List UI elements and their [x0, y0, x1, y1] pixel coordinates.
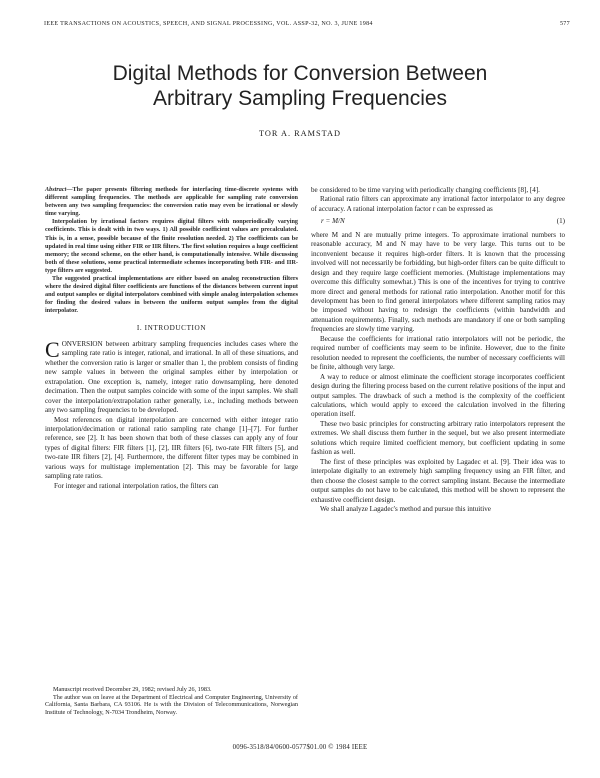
right-paragraph-4: Because the coefficients for irrational ratio interpolators will not be periodic, the required number of coefficients may seem to be infinite. However, due to the finite resolution needed to represent the coefficients, the number of necessary coefficients will be finite, although very large.: [311, 334, 565, 372]
abstract-text-2: Interpolation by irrational factors requires digital filters with nonperiodically varying coefficients. This is dealt with in two ways. 1) All possible coefficient values are precalculated. This is, in a sense, possible because of the finite resolution needed. 2) The coefficients can be updated in real time using either FIR or IIR filters. The first solution requires a huge coefficient memory; the second scheme, on the other hand, is computationally intensive. While discussing both of these solutions, some practical intermediate schemes incorporating both FIR- and IIR-type filters are suggested.: [45, 218, 298, 274]
journal-name: IEEE TRANSACTIONS ON ACOUSTICS, SPEECH, AND SIGNAL PROCESSING, VOL. ASSP-32, NO. 3, JUNE 1984: [44, 21, 373, 27]
right-paragraph-7: The first of these principles was exploited by Lagadec et al. [9]. Their idea was to interpolate digitally to an extremely high sampling frequency using an FIR filter, and then choose the closest sample to the correct sampling instant. Because the intermediate output samples do not have to be calculated, this method will be shown to represent the exhaustive coefficient design.: [311, 457, 565, 504]
right-paragraph-5: A way to reduce or almost eliminate the coefficient storage incorporates coefficient design during the filtering process based on the current relative positions of the input and output samples. The drawback of such a method is the complexity of the coefficient calculations, which would apply to exceed the calculation involved in the filtering operation itself.: [311, 372, 565, 419]
equation-1: [311, 214, 565, 230]
abstract: [45, 186, 298, 316]
right-paragraph-2: Rational ratio filters can approximate any irrational factor interpolator to any degree of accuracy. A rational interpolation factor r can be expressed as: [311, 195, 565, 213]
left-column: [45, 186, 298, 491]
intro-first-word: ONVERSION: [61, 339, 103, 348]
abstract-paragraph: [45, 186, 298, 218]
right-paragraph-1: be considered to be time varying with periodically changing coefficients [8], [4].: [311, 186, 540, 194]
footnote-affiliation: The author was on leave at the Department of Electrical and Computer Engineering, University of California, Santa Barbara, CA 93106. He is with the Division of Telecommunications, Norwegian Institute of Technology, N-7034 Trondheim, Norway.: [45, 693, 298, 716]
title-line-1: Digital Methods for Conversion Between: [112, 62, 488, 85]
right-paragraph-8: We shall analyze Lagadec's method and pursue this intuitive: [320, 504, 491, 513]
abstract-text-1: —The paper presents filtering methods for interfacing time-discrete systems with different sampling frequencies. The methods are applicable for sampling rate conversion between any two sampling frequencies: the conversion ratio may even be irrational or slowly time varying.: [45, 186, 298, 218]
right-column: [311, 186, 565, 514]
paper-title: [0, 62, 600, 111]
right-paragraph-6: These two basic principles for constructing arbitrary ratio interpolators represent the extremes. We shall discuss them further in the sequel, but we also present intermediate solutions which require limited coefficient memory, but coefficient updating in some fashion as well.: [311, 419, 565, 457]
page-number: 577: [559, 21, 570, 27]
author-name: TOR A. RAMSTAD: [258, 129, 342, 138]
intro-text-1: between arbitrary sampling frequencies includes cases where the sampling rate ratio is integer, rational, and irrational. In all of these situations, and whether the conversion ratio is larger or smaller than 1, the problem consists of finding new sample values in between the original samples either by interpolation or extrapolation. One exception is, namely, integer ratio downsampling, here denoted decimation. Then the output samples coincide with some of the input samples. We shall cover the interpolation/extrapolation rather generally, i.e., including methods between any two sampling frequencies to be developed.: [45, 339, 298, 415]
intro-paragraph-3: For integer and rational interpolation ratios, the filters can: [54, 481, 219, 490]
intro-paragraph-1: [45, 336, 298, 416]
abstract-lead: Abstract: [45, 186, 67, 193]
section-heading: I. INTRODUCTION: [136, 323, 207, 332]
equation-number: (1): [556, 217, 565, 226]
title-line-2: Arbitrary Sampling Frequencies: [152, 86, 448, 110]
footnote: [45, 686, 298, 716]
dropcap-letter: C: [45, 336, 60, 362]
copyright-footer: 0096-3518/84/0600-0577$01.00 © 1984 IEEE: [232, 744, 368, 751]
running-header: [44, 21, 570, 27]
equation-expression: r = M/N: [321, 217, 345, 226]
right-paragraph-3: where M and N are mutually prime integers. To approximate irrational numbers to reasonable accuracy, M and N may have to be very large. This turns out to be inconvenient because it requires high-order filters. It is known that the processing involved will not necessarily be forbidding, but high-order filters can be quite difficult to design and they require large coefficient memories. (Multistage implementations may overcome this difficulty somewhat.) This is one of the incentives for trying to contrive more direct and general methods for rational ratio interpolation. Another motif for this development has been to find general interpolators where different sampling ratios may be imposed without having to redesign the coefficients (within bandwidth and attenuation requirements). Finally, such methods are mandatory if one or both sampling frequencies are slowly time varying.: [311, 230, 565, 334]
abstract-text-3: The suggested practical implementations are either based on analog reconstruction filters where the desired digital filter coefficients are functions of the distances between current input and output samples or digital interpolators combined with simple analog interpolation schemes for finding the desired values in between the uniform output samples from the digital interpolator.: [45, 275, 298, 315]
left-body: [45, 336, 298, 491]
footnote-received: Manuscript received December 29, 1982; revised July 26, 1983.: [53, 686, 212, 693]
intro-paragraph-2: Most references on digital interpolation are concerned with either integer ratio interpolation/decimation or rational ratio sampling rate change [1]–[7]. For further reference, see [2]. It has been shown that both of these classes can apply any of four types of digital filters: FIR filters [1], [2], IIR filters [6], two-rate FIR filters [5], and two-rate IIR filters [2], [4]. Furthermore, the different filter types may be combined in various ways for multistage implementation [2]. This may be favorable for large sampling rate ratios.: [45, 415, 298, 481]
